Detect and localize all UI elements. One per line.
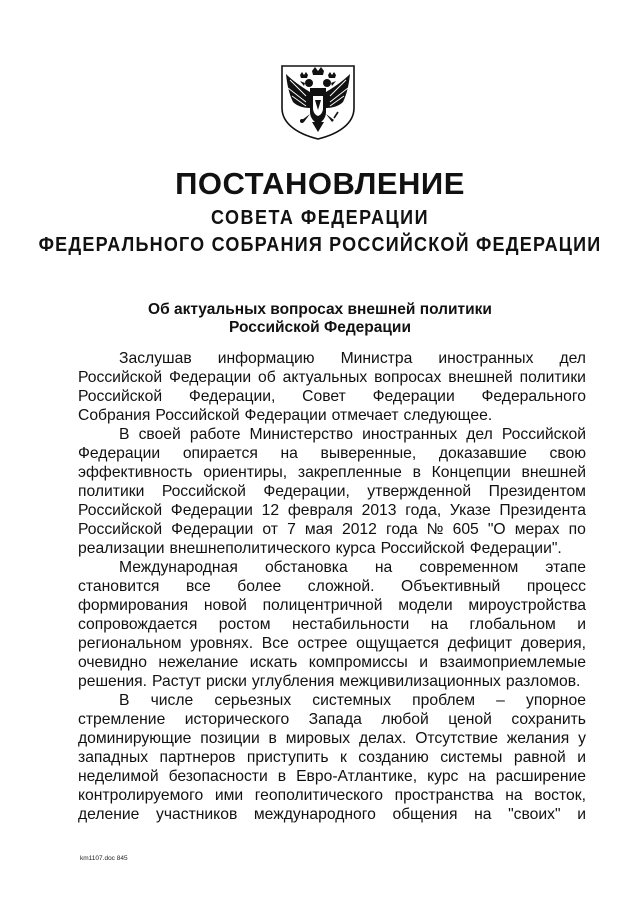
body-word: Отсутствие [415,730,498,747]
body-word: желания [506,730,570,747]
body-word: – [496,692,505,709]
body-word: к [339,749,347,766]
body-word: Российской [78,521,163,538]
body-word: информацию [217,350,315,367]
body-word: обстановка [264,559,348,576]
body-word: и [577,806,586,823]
body-word: 2013 [361,502,397,519]
body-word: Собрания [78,407,151,424]
body-word: внешнеполитического [169,540,331,557]
body-word: уровнях. [190,635,254,652]
body-word: расширение [495,768,586,785]
body-word: и [577,616,586,633]
body-word: взаимоприемлемые [439,654,586,671]
body-word: глобальном [469,616,556,633]
body-line [78,520,586,539]
body-word: на [374,559,393,576]
body-word: и [577,749,586,766]
body-word: процесс [526,578,586,595]
body-line [78,482,586,501]
subject-line-1: Об актуальных вопросах внешней политики [148,301,492,318]
body-word: межцивилизационных [339,673,501,690]
body-line [78,729,586,748]
body-word: системных [312,692,392,709]
document-body [78,349,586,824]
body-word: восток, [534,787,586,804]
body-word: В [119,426,130,443]
body-word: упорное [526,692,586,709]
body-word: февраля [287,502,353,519]
body-line [78,539,586,558]
body-word: Запада [308,711,362,728]
body-word: на [468,768,486,785]
body-line [78,653,586,672]
document-code: km1107.doc 845 [80,855,128,862]
body-line [78,349,586,368]
body-word: контролируемого [78,787,204,804]
body-word: участников [155,806,238,823]
body-word: 2012 [341,521,377,538]
body-word: Федерации [171,521,254,538]
body-word: Концепции [431,464,511,481]
body-line [78,444,586,463]
body-word: мироустройства [468,597,586,614]
body-word: Президентом [488,483,586,500]
body-word: Федерации, [263,483,350,500]
body-word: безопасности [168,768,268,785]
body-word: Федерации [78,445,161,462]
body-word: 12 [261,502,280,519]
body-word: дел [466,426,493,443]
body-word: свою [549,445,586,462]
body-word: Российской [78,502,163,519]
body-word: Российской [501,426,586,443]
body-word: нестабильности [292,616,410,633]
body-word: партнеров [159,749,236,766]
body-word: Министерство [249,426,354,443]
body-word: формирования [78,597,189,614]
body-word: Российской [78,369,163,386]
body-word: геополитического [254,787,383,804]
body-word: компромиссы [308,654,408,671]
body-word: № [426,521,444,538]
body-word: искать [249,654,298,671]
body-line [78,463,586,482]
body-word: делах. [358,730,407,747]
body-word: опирается [182,445,258,462]
body-word: равной [513,749,566,766]
issuer-line-2: ФЕДЕРАЛЬНОГО СОБРАНИЯ РОССИЙСКОЙ ФЕДЕРАЦИИ [38,232,602,256]
body-line [78,558,586,577]
body-word: эффективность [78,464,193,481]
body-line [78,501,586,520]
body-word: пространства [394,787,494,804]
body-word: Российской [380,540,465,557]
body-word: углубления [251,673,335,690]
body-word: "О [487,521,506,538]
body-word: Федерации [244,407,327,424]
body-line [78,577,586,596]
body-word: реализации [78,540,165,557]
body-word: работе [189,426,241,443]
body-word: позиции [200,730,260,747]
body-word: риски [205,673,247,690]
body-word: модели [398,597,453,614]
body-line [78,691,586,710]
document-title: ПОСТАНОВЛЕНИЕ [175,166,465,201]
body-line [78,672,586,691]
body-word: актуальных [282,369,368,386]
body-word: иностранных [438,350,534,367]
body-word: неделимой [78,768,159,785]
body-word: Федерации [168,369,252,386]
body-word: деление [78,806,140,823]
body-word: года [385,521,418,538]
body-word: от [262,521,278,538]
body-word: становится [78,578,160,595]
body-word: на [280,445,298,462]
body-word: любой [381,711,429,728]
body-word: общения [392,806,458,823]
body-word: сохранить [511,711,586,728]
body-word: этапе [545,559,586,576]
body-word: доказавшие [438,445,527,462]
body-word: созданию [358,749,429,766]
subject-line-2: Российской Федерации [229,319,411,336]
body-word: проблем [412,692,476,709]
body-word: на [430,616,449,633]
body-word: нежелание [158,654,239,671]
issuer-line-1: СОВЕТА ФЕДЕРАЦИИ [210,205,430,229]
body-line [78,767,586,786]
body-word: полицентричной [262,597,383,614]
body-word: Все [261,635,289,652]
body-word: ценой [448,711,492,728]
body-word: доминирующие [78,730,192,747]
body-word: вопросах [374,369,442,386]
body-word: Федерации [372,388,455,405]
body-word: мировых [285,730,351,747]
body-word: доверия, [520,635,586,652]
body-word: своей [138,426,181,443]
body-word: в [412,464,421,481]
body-word: по [568,521,586,538]
body-word: в [268,730,277,747]
body-word: В [119,692,130,709]
body-word: серьезных [214,692,292,709]
body-word: политики [78,483,145,500]
body-word: все [185,578,211,595]
body-word: западных [78,749,149,766]
body-word: исторического [184,711,290,728]
body-word: в [277,768,287,785]
body-word: международного [253,806,376,823]
body-word: Российской [78,388,163,405]
body-line [78,387,586,406]
body-word: курса [335,540,376,557]
body-word: на [505,787,523,804]
body-word: Федерации [170,502,253,519]
body-word: утвержденной [367,483,472,500]
body-word: новой [203,597,247,614]
body-word: об [258,369,276,386]
body-word: 605 [452,521,479,538]
body-word: ростом [218,616,271,633]
body-word: политики [519,369,586,386]
body-word: Указе [449,502,491,519]
body-word: мая [304,521,333,538]
body-word: очевидно [78,654,147,671]
body-word: системы [440,749,503,766]
body-line [78,748,586,767]
body-word: ощущается [356,635,439,652]
body-word: Растут [152,673,201,690]
body-word: на [474,806,492,823]
body-line [78,596,586,615]
body-line [78,710,586,729]
body-word: внешней [448,369,513,386]
body-word: и [419,654,429,671]
body-word: Федерации". [469,540,562,557]
body-word: Федерации, [188,388,276,405]
body-word: стремление [78,711,166,728]
body-word: Российской [161,483,246,500]
body-word: внешней [521,464,586,481]
body-line [78,615,586,634]
body-word: Объективный [401,578,501,595]
body-line [78,368,586,387]
body-line [78,805,586,824]
body-word: отмечает [331,407,399,424]
body-word: года, [405,502,442,519]
body-word: 7 [287,521,296,538]
body-word: Международная [119,559,238,576]
body-word: Заслушав [119,350,192,367]
body-word: Совет [302,388,346,405]
body-word: курс [427,768,459,785]
body-word: числе [150,692,194,709]
body-word: закрепленные [297,464,402,481]
body-word: выверенные, [320,445,417,462]
body-word: Президента [499,502,586,519]
body-word: более [237,578,282,595]
body-word: острее [297,635,348,652]
body-word: "своих" [508,806,561,823]
body-word: следующее. [403,407,493,424]
body-word: дефицит [447,635,513,652]
body-word: региональном [78,635,182,652]
body-word: у [578,730,586,747]
body-line [78,406,586,425]
body-word: дел [559,350,586,367]
body-line [78,634,586,653]
body-word: Федерального [481,388,586,405]
body-word: решения. [78,673,148,690]
body-line [78,786,586,805]
body-word: Министра [340,350,413,367]
body-word: приступить [246,749,329,766]
body-word: ориентиры, [203,464,288,481]
body-word: сложной. [307,578,375,595]
body-word: иностранных [362,426,458,443]
body-line [78,425,586,444]
body-word: ими [214,787,244,804]
body-word: Евро-Атлантике, [296,768,418,785]
coat-of-arms-icon [276,62,360,140]
body-word: современном [419,559,519,576]
body-word: Российской [155,407,240,424]
body-word: сопровождается [78,616,198,633]
body-word: мерах [514,521,560,538]
body-word: разломов. [505,673,581,690]
